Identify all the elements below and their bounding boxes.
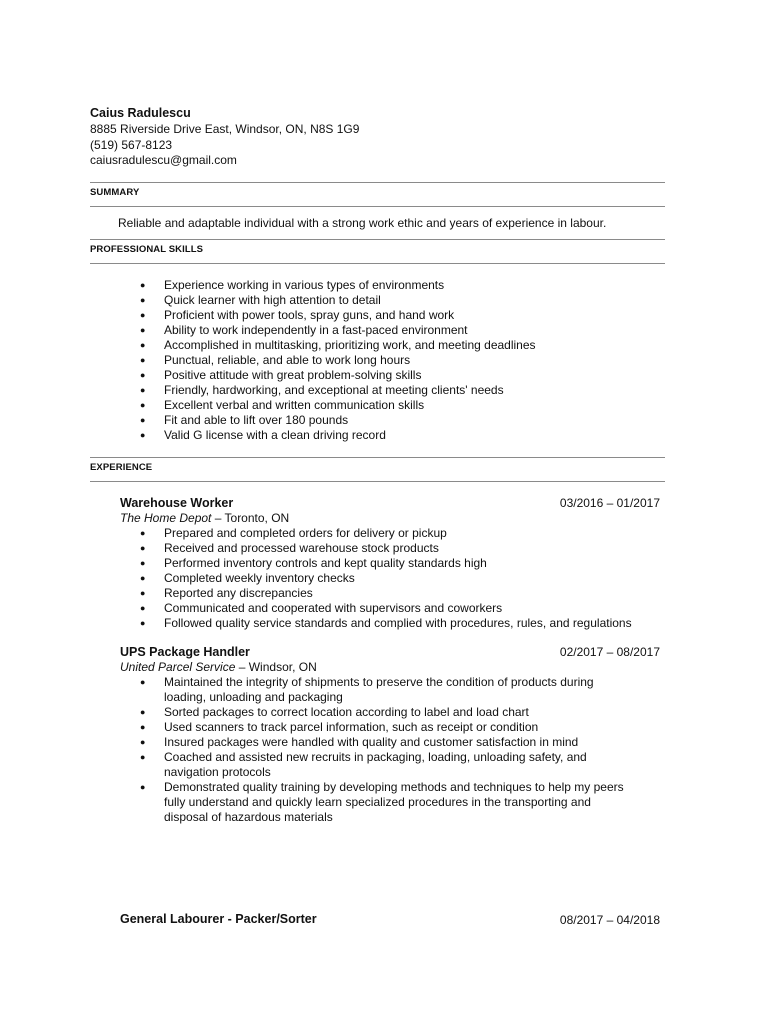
list-item: ● Demonstrated quality training by developing methods and techniques to help my peers fully understand and quickly learn specialized procedures in the transporting and disposal of hazardous materials: [140, 780, 624, 824]
bullet-icon: ●: [140, 618, 146, 628]
list-item: ● Sorted packages to correct location according to label and load chart: [140, 705, 529, 719]
list-item: ● Punctual, reliable, and able to work long hours: [140, 353, 411, 367]
bullet-icon: ●: [140, 340, 146, 350]
bullet-icon: ●: [140, 385, 146, 395]
job-company: [120, 511, 289, 526]
list-item: ● Followed quality service standards and complied with procedures, rules, and regulations: [140, 616, 632, 630]
summary-text: Reliable and adaptable individual with a strong work ethic and years of experience in labour.: [118, 216, 607, 230]
divider: [90, 263, 665, 264]
list-item: ● Ability to work independently in a fast-paced environment: [140, 323, 468, 337]
job-title: Warehouse Worker: [120, 496, 234, 510]
list-item: ● Fit and able to lift over 180 pounds: [140, 413, 349, 427]
bullet-icon: ●: [140, 310, 146, 320]
bullet-icon: ●: [140, 558, 146, 568]
bullet-icon: ●: [140, 573, 146, 583]
company-location: – Windsor, ON: [235, 660, 317, 674]
duties-list: [140, 675, 634, 825]
address: 8885 Riverside Drive East, Windsor, ON, N8S 1G9: [90, 122, 360, 136]
job-dates: 02/2017 – 08/2017: [559, 645, 660, 659]
section-title-summary: SUMMARY: [90, 187, 140, 198]
bullet-icon: ●: [140, 782, 146, 792]
candidate-name: Caius Radulescu: [90, 106, 191, 120]
list-item: ● Coached and assisted new recruits in packaging, loading, unloading safety, and navigation protocols: [140, 750, 587, 779]
list-item: ● Positive attitude with great problem-solving skills: [140, 368, 422, 382]
bullet-icon: ●: [140, 737, 146, 747]
job-dates: 08/2017 – 04/2018: [559, 913, 660, 927]
bullet-icon: ●: [140, 280, 146, 290]
list-item: ● Used scanners to track parcel information, such as receipt or condition: [140, 720, 539, 734]
list-item: ● Insured packages were handled with quality and customer satisfaction in mind: [140, 735, 579, 749]
job-title: UPS Package Handler: [120, 645, 250, 659]
contact-block: [90, 122, 359, 169]
divider: [90, 457, 665, 458]
divider: [90, 239, 665, 240]
list-item: ● Friendly, hardworking, and exceptional at meeting clients' needs: [140, 383, 504, 397]
duties-list: [140, 526, 632, 631]
bullet-icon: ●: [140, 528, 146, 538]
job-title: General Labourer - Packer/Sorter: [120, 912, 317, 926]
list-item: ● Performed inventory controls and kept quality standards high: [140, 556, 487, 570]
list-item: ● Maintained the integrity of shipments to preserve the condition of products during loading, unloading and packaging: [140, 675, 594, 704]
skills-list: [140, 278, 536, 443]
bullet-icon: ●: [140, 295, 146, 305]
bullet-icon: ●: [140, 325, 146, 335]
bullet-icon: ●: [140, 677, 146, 687]
job-dates: 03/2016 – 01/2017: [559, 496, 660, 510]
bullet-icon: ●: [140, 707, 146, 717]
list-item: ● Proficient with power tools, spray guns, and hand work: [140, 308, 455, 322]
email: caiusradulescu@gmail.com: [90, 153, 237, 167]
list-item: ● Reported any discrepancies: [140, 586, 313, 600]
section-title-skills: PROFESSIONAL SKILLS: [90, 244, 204, 255]
phone: (519) 567-8123: [90, 137, 173, 152]
bullet-icon: ●: [140, 543, 146, 553]
section-title-experience: EXPERIENCE: [90, 462, 153, 473]
list-item: ● Quick learner with high attention to detail: [140, 293, 381, 307]
bullet-icon: ●: [140, 588, 146, 598]
divider: [90, 182, 665, 183]
bullet-icon: ●: [140, 722, 146, 732]
bullet-icon: ●: [140, 752, 146, 762]
company-name: The Home Depot: [120, 511, 212, 525]
list-item: ● Accomplished in multitasking, prioritizing work, and meeting deadlines: [140, 338, 536, 352]
bullet-icon: ●: [140, 415, 146, 425]
list-item: ● Experience working in various types of environments: [140, 278, 445, 292]
divider: [90, 206, 665, 207]
bullet-icon: ●: [140, 355, 146, 365]
list-item: ● Completed weekly inventory checks: [140, 571, 355, 585]
list-item: ● Prepared and completed orders for delivery or pickup: [140, 526, 447, 540]
bullet-icon: ●: [140, 400, 146, 410]
company-name: United Parcel Service: [120, 660, 236, 674]
list-item: ● Received and processed warehouse stock products: [140, 541, 439, 555]
job-company: [120, 660, 317, 675]
list-item: ● Communicated and cooperated with supervisors and coworkers: [140, 601, 503, 615]
company-location: – Toronto, ON: [211, 511, 290, 525]
bullet-icon: ●: [140, 603, 146, 613]
divider: [90, 481, 665, 482]
bullet-icon: ●: [140, 370, 146, 380]
bullet-icon: ●: [140, 430, 146, 440]
list-item: ● Excellent verbal and written communication skills: [140, 398, 425, 412]
list-item: ● Valid G license with a clean driving record: [140, 428, 386, 442]
